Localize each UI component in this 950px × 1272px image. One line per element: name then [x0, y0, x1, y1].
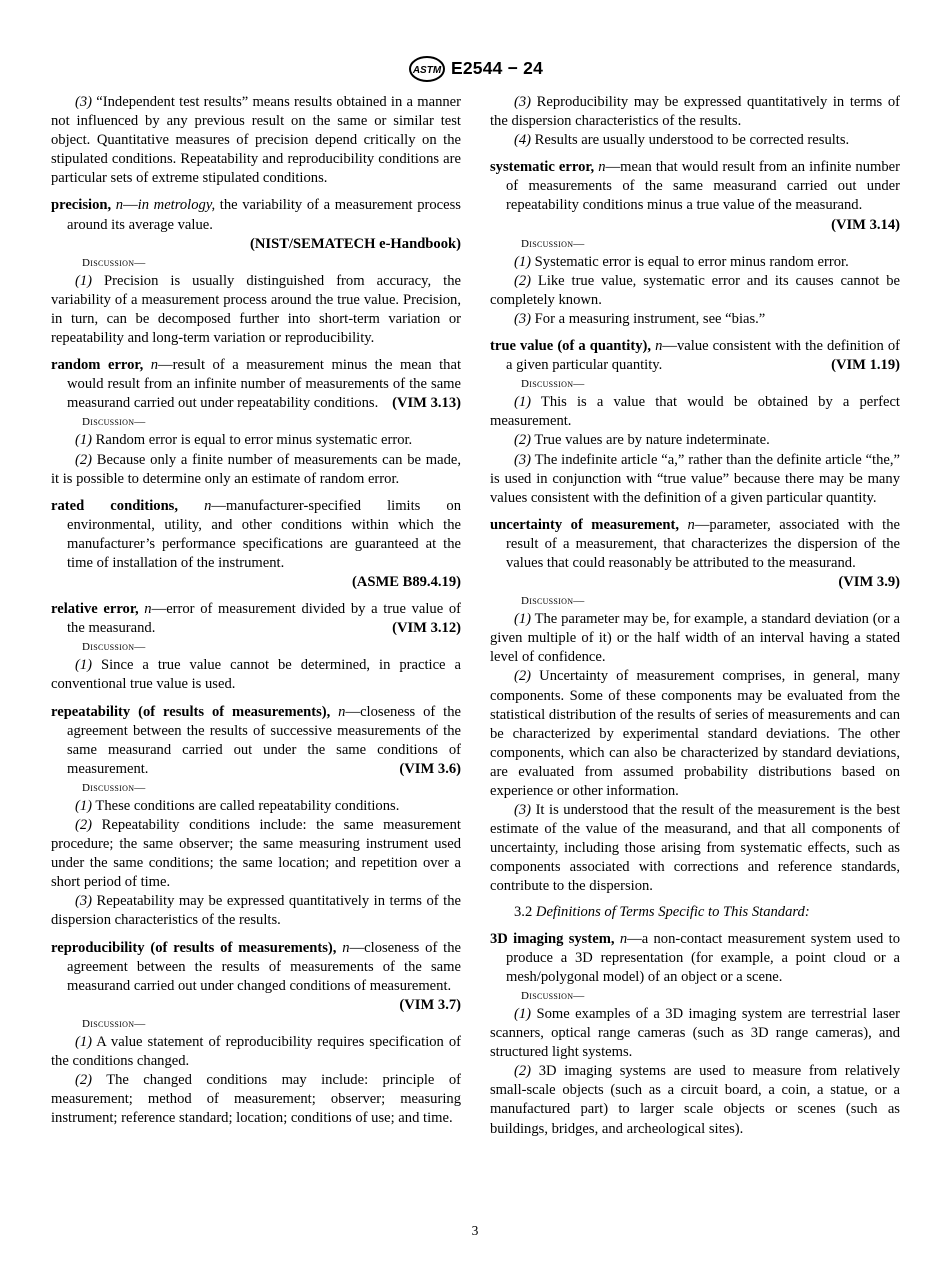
reference: (VIM 3.13) [392, 395, 461, 412]
term-systematic-error: systematic error, n—mean that would result from an infinite number of measurements of the same measurand carried out under repeatability conditions minus a true value of the measurand. (VIM 3.14) [490, 158, 900, 234]
term-reproducibility: reproducibility (of results of measurements), n—closeness of the agreement between the results of measurements of the same measurand carried out under changed conditions of measurement. (VIM 3.7) [51, 939, 461, 1015]
note: (1) Precision is usually distinguished from accuracy, the variability of a measurement process around the true value. Precision, in turn, can be decomposed further into short-term variation or repeatability and long-term variation or reproducibility. [51, 272, 461, 347]
note: (2) Like true value, systematic error and its causes cannot be completely known. [490, 272, 900, 308]
note: (1) Random error is equal to error minus systematic error. [75, 432, 413, 449]
document-id: E2544 − 24 [450, 58, 543, 79]
note: (2) 3D imaging systems are used to measure from relatively small-scale objects (such as a circuit board, a coin, a statue, or a manufactured part) to larger scale objects or scenes (such as buildings, bridges, and archeological sites). [490, 1063, 900, 1137]
note: (1) The parameter may be, for example, a standard deviation (or a given multiple of it) or the half width of an interval having a stated level of confidence. [490, 611, 900, 666]
note: (3) Repeatability may be expressed quantitatively in terms of the dispersion characteristics of the results. [51, 893, 461, 929]
discussion-label: Discussion— [521, 378, 585, 391]
reference: (NIST/SEMATECH e-Handbook) [250, 235, 461, 252]
note: (2) True values are by nature indeterminate. [514, 432, 770, 449]
discussion-label: Discussion— [82, 781, 146, 794]
left-column [51, 93, 461, 1128]
discussion-label: Discussion— [521, 237, 585, 250]
note: (1) A value statement of reproducibility requires specification of the conditions changed. [51, 1033, 461, 1070]
note: (3) For a measuring instrument, see “bias.” [514, 310, 766, 327]
reference: (VIM 1.19) [831, 357, 900, 374]
reference: (VIM 3.6) [399, 760, 461, 777]
discussion-label: Discussion— [521, 595, 585, 608]
term-true-value: true value (of a quantity), n—value consistent with the definition of a given particular quantity. (VIM 1.19) [490, 337, 900, 375]
term-name: precision, [51, 197, 112, 214]
term-relative-error: relative error, n—error of measurement divided by a true value of the measurand. (VIM 3.12) [51, 600, 461, 638]
note: (3) The indefinite article “a,” rather than the definite article “the,” is used in conjunction with “true value” because there may be many values consistent with the definition of a given particular quantity. [490, 451, 900, 506]
page-header [0, 54, 950, 84]
term-repeatability: repeatability (of results of measurements), n—closeness of the agreement between the results of successive measurements of the same measurand carried out under the same conditions of measurement. (VIM 3.6) [51, 703, 461, 779]
term-3d-imaging-system: 3D imaging system, n—a non-contact measurement system used to produce a 3D representation (for example, a point cloud or a mesh/polygonal model) of an object or a scene. [490, 930, 900, 985]
note: (1) This is a value that would be obtained by a perfect measurement. [490, 394, 900, 430]
discussion-label: Discussion— [82, 1017, 146, 1030]
note: (2) Repeatability conditions include: the same measurement procedure; the same observer; the same measuring instrument used under the same conditions; the same location; and repetition over a short period of time. [51, 817, 461, 891]
reference: (VIM 3.7) [399, 996, 461, 1013]
note: (2) Uncertainty of measurement comprises, in general, many components. Some of these components may be evaluated from the statistical distribution of the results of series of measurements and can be characterized by experimental standard deviations. The other components, which can also be characterized by standard deviations, are evaluated from assumed probability distributions based on experience or other information. [490, 668, 900, 799]
term-precision: precision, n—in metrology, the variability of a measurement process around its average value. [51, 197, 461, 233]
discussion-label: Discussion— [521, 989, 585, 1002]
note: (2) The changed conditions may include: principle of measurement; method of measurement; observer; measuring instrument; reference standard; location; conditions of use; and time. [51, 1072, 461, 1127]
discussion-label: Discussion— [82, 256, 146, 269]
note: (1) Since a true value cannot be determined, in practice a conventional true value is used. [51, 657, 461, 693]
note: (1) These conditions are called repeatability conditions. [75, 797, 400, 814]
note: (1) Some examples of a 3D imaging system are terrestrial laser scanners, optical range cameras (such as 3D range cameras), and structured light systems. [490, 1005, 900, 1061]
astm-logo-text: ASTM [412, 65, 442, 76]
right-column [490, 93, 900, 1139]
note: (3) Reproducibility may be expressed quantitatively in terms of the dispersion characteristics of the results. [490, 94, 900, 130]
note: (4) Results are usually understood to be corrected results. [514, 132, 850, 149]
intro-note: (3) “Independent test results” means results obtained in a manner not influenced by any previous result on the same or similar test object. Quantitative measures of precision depend critically on the stipulated conditions. Repeatability and reproducibility conditions are particular sets of extreme stipulated conditions. [51, 94, 461, 187]
note: (3) It is understood that the result of the measurement is the best estimate of the value of the measurand, and that all components of uncertainty, including those arising from systematic effects, such as components associated with corrections and reference standards, contribute to the dispersion. [490, 802, 900, 895]
discussion-label: Discussion— [82, 641, 146, 654]
section-heading-3-2: 3.2 Definitions of Terms Specific to This Standard: [514, 903, 810, 920]
reference: (ASME B89.4.19) [351, 574, 461, 591]
discussion-label: Discussion— [82, 416, 146, 429]
reference: (VIM 3.9) [838, 574, 900, 591]
reference: (VIM 3.12) [392, 620, 461, 637]
note: (2) Because only a finite number of measurements can be made, it is possible to determine only an estimate of random error. [51, 451, 461, 487]
astm-logo-icon [407, 54, 447, 84]
reference: (VIM 3.14) [831, 216, 900, 233]
term-random-error: random error, n—result of a measurement minus the mean that would result from an infinite number of measurements of the same measurand carried out under repeatability conditions. (VIM 3.13) [51, 356, 461, 413]
term-rated-conditions: rated conditions, n—manufacturer-specified limits on environmental, utility, and other conditions within which the manufacturer’s performance specifications are guaranteed at the time of installation of the instrument. [51, 497, 461, 571]
page-number: 3 [471, 1223, 479, 1238]
note: (1) Systematic error is equal to error minus random error. [514, 253, 849, 270]
term-uncertainty: uncertainty of measurement, n—parameter, associated with the result of a measurement, that characterizes the dispersion of the values that could reasonably be attributed to the measurand. (VIM 3.9) [490, 516, 900, 592]
